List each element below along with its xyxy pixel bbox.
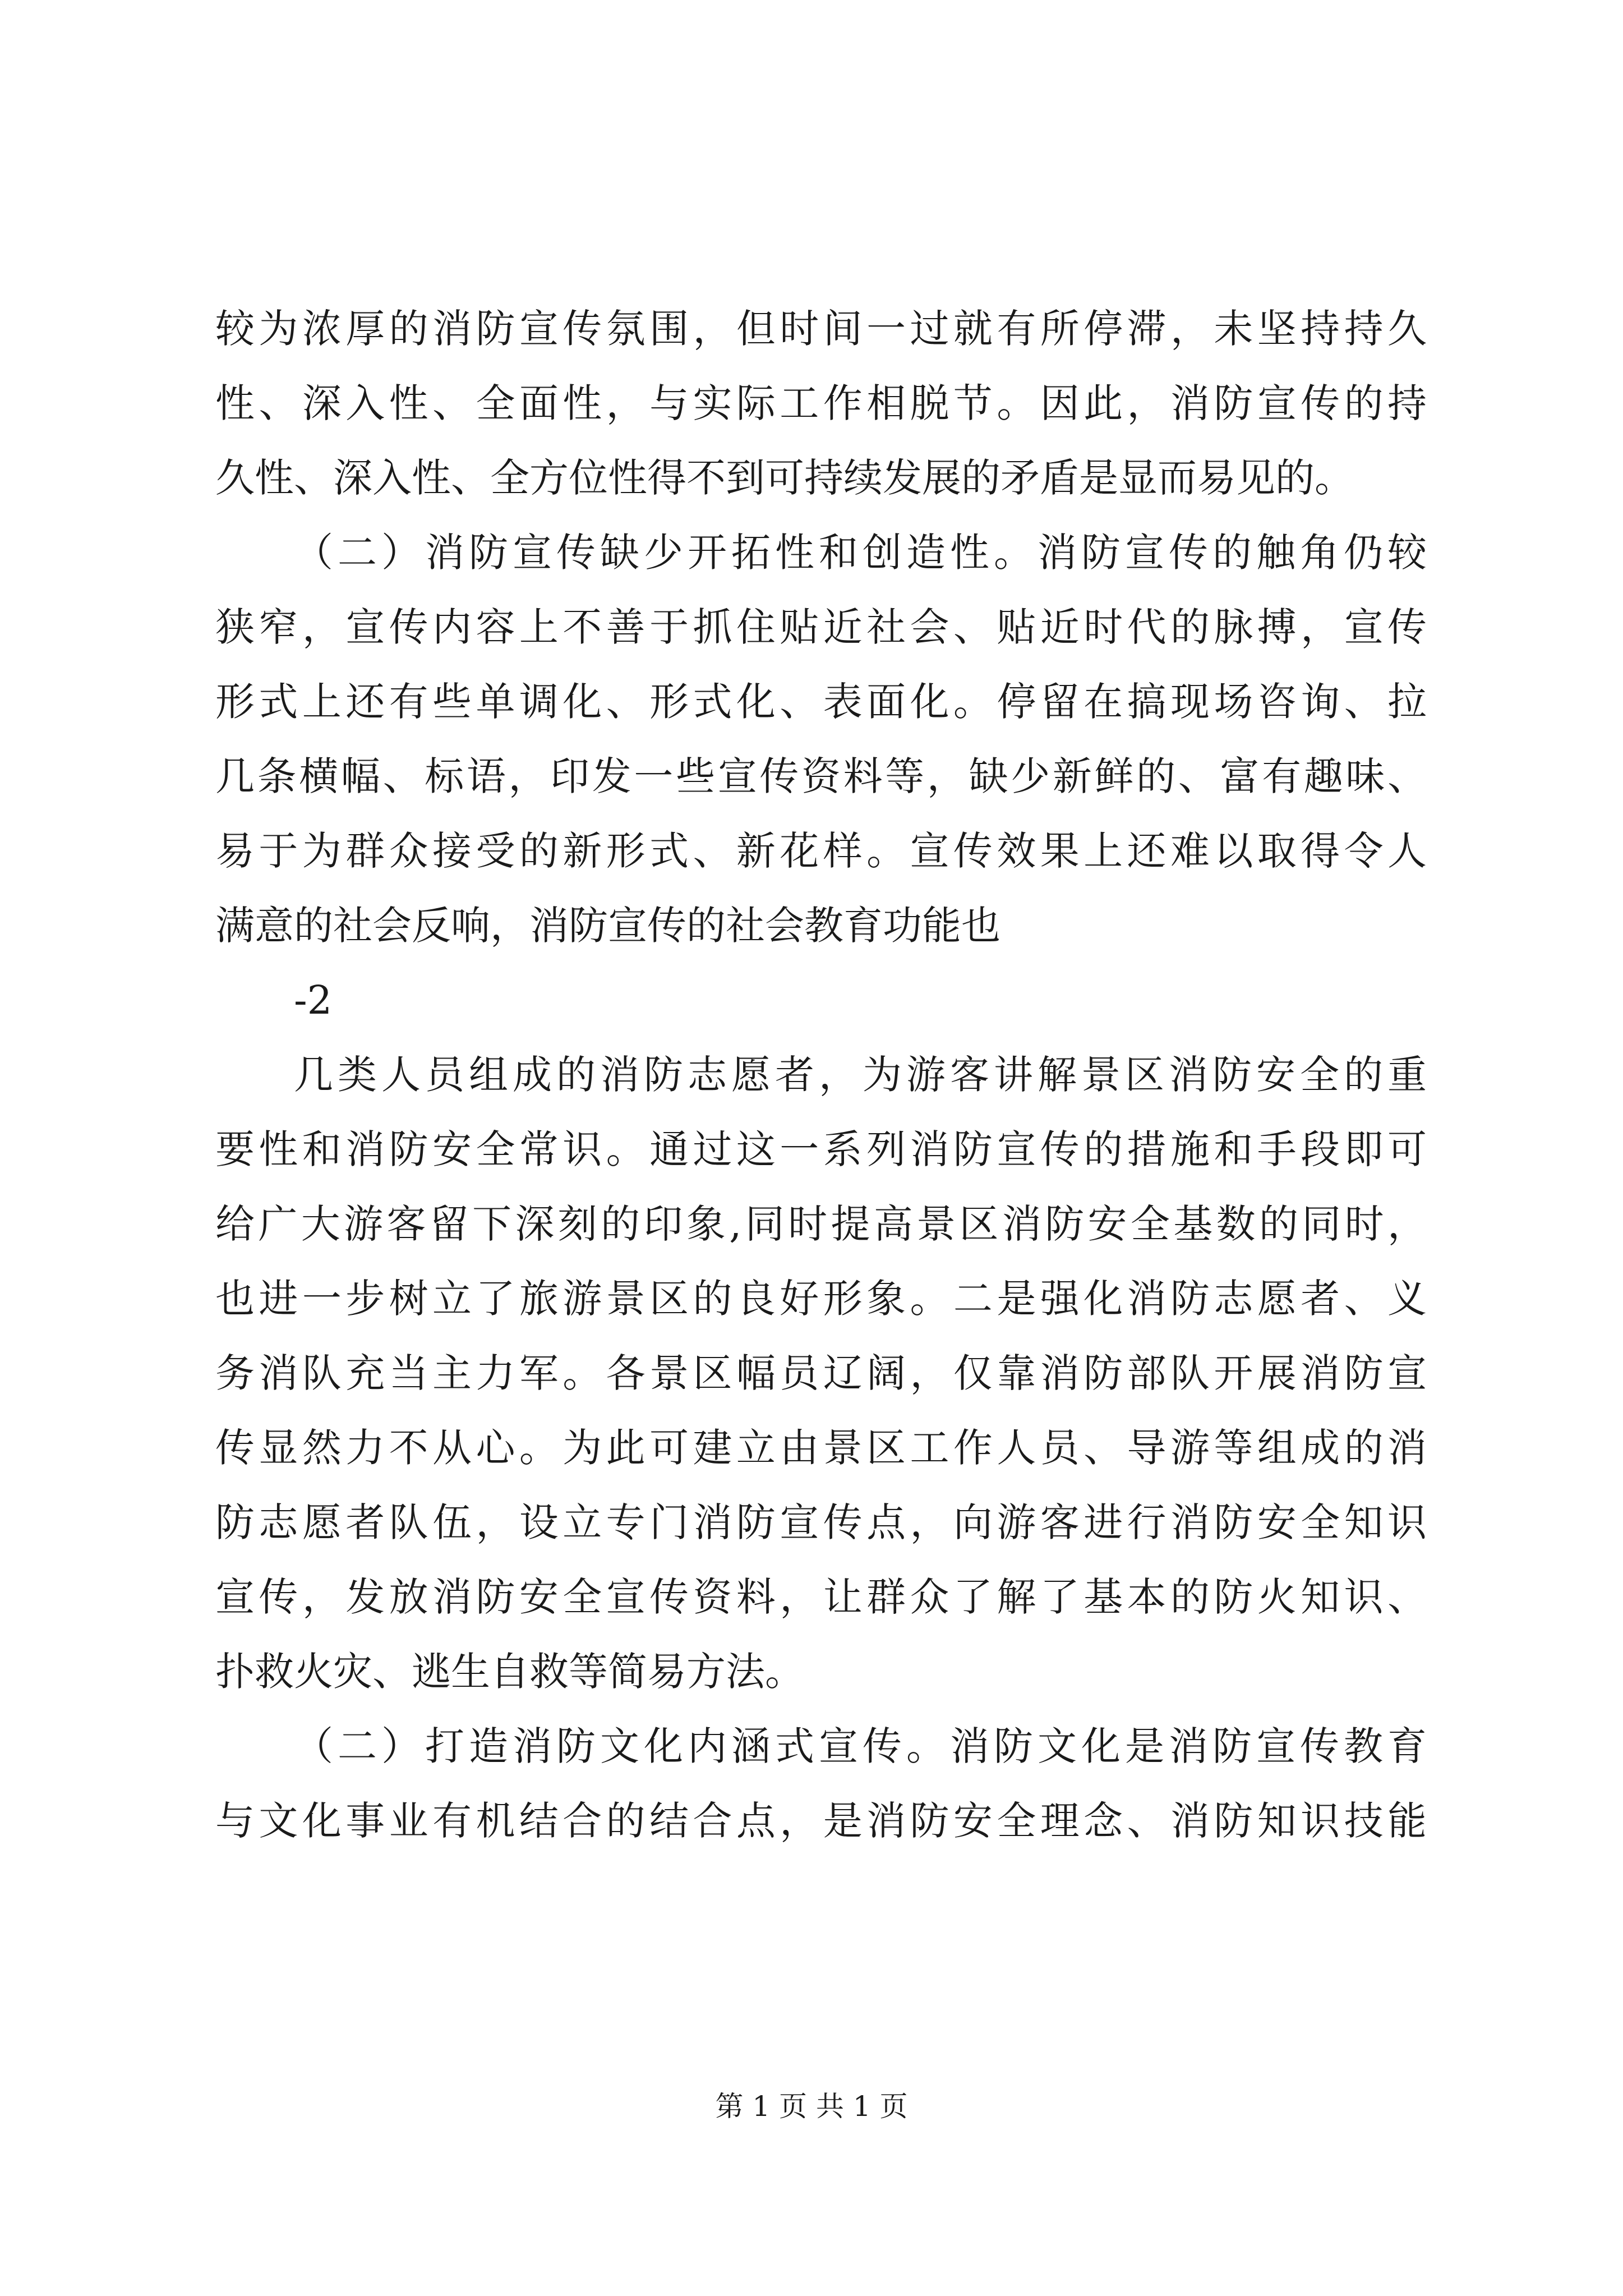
text-line: （二）消防宣传缺少开拓性和创造性。消防宣传的触角仍较 bbox=[294, 530, 1427, 576]
text-line: 宣传，发放消防安全宣传资料，让群众了解了基本的防火知识、 bbox=[215, 1574, 1427, 1620]
text-line: 形式上还有些单调化、形式化、表面化。停留在搞现场咨询、拉 bbox=[215, 679, 1427, 725]
text-line: 较为浓厚的消防宣传氛围，但时间一过就有所停滞，未坚持持久 bbox=[215, 306, 1427, 352]
text-line: 也进一步树立了旅游景区的良好形象。二是强化消防志愿者、义 bbox=[215, 1276, 1427, 1322]
text-line: 性、深入性、全面性，与实际工作相脱节。因此，消防宣传的持 bbox=[215, 380, 1427, 426]
text-line: 易于为群众接受的新形式、新花样。宣传效果上还难以取得令人 bbox=[215, 828, 1427, 874]
text-line: 狭窄，宣传内容上不善于抓住贴近社会、贴近时代的脉搏，宣传 bbox=[215, 604, 1427, 650]
text-line: 扑救火灾、逃生自救等简易方法。 bbox=[215, 1649, 804, 1695]
text-line: 防志愿者队伍，设立专门消防宣传点，向游客进行消防安全知识 bbox=[215, 1499, 1427, 1545]
document-body bbox=[215, 292, 1427, 1858]
text-line: 给广大游客留下深刻的印象,同时提高景区消防安全基数的同时， bbox=[215, 1201, 1427, 1247]
page-marker: -2 bbox=[294, 977, 333, 1023]
text-line: 几条横幅、标语，印发一些宣传资料等，缺少新鲜的、富有趣味、 bbox=[215, 753, 1427, 799]
text-line: 与文化事业有机结合的结合点，是消防安全理念、消防知识技能 bbox=[215, 1798, 1427, 1844]
text-line: 满意的社会反响，消防宣传的社会教育功能也 bbox=[215, 903, 1000, 949]
text-line: （二）打造消防文化内涵式宣传。消防文化是消防宣传教育 bbox=[294, 1723, 1427, 1769]
text-line: 要性和消防安全常识。通过这一系列消防宣传的措施和手段即可 bbox=[215, 1126, 1427, 1172]
text-line: 传显然力不从心。为此可建立由景区工作人员、导游等组成的消 bbox=[215, 1425, 1427, 1471]
page-footer: 第 1 页 共 1 页 bbox=[715, 2090, 908, 2123]
text-line: 务消队充当主力军。各景区幅员辽阔，仅靠消防部队开展消防宣 bbox=[215, 1350, 1427, 1396]
text-line: 几类人员组成的消防志愿者，为游客讲解景区消防安全的重 bbox=[294, 1052, 1427, 1098]
text-line: 久性、深入性、全方位性得不到可持续发展的矛盾是显而易见的。 bbox=[215, 455, 1354, 501]
